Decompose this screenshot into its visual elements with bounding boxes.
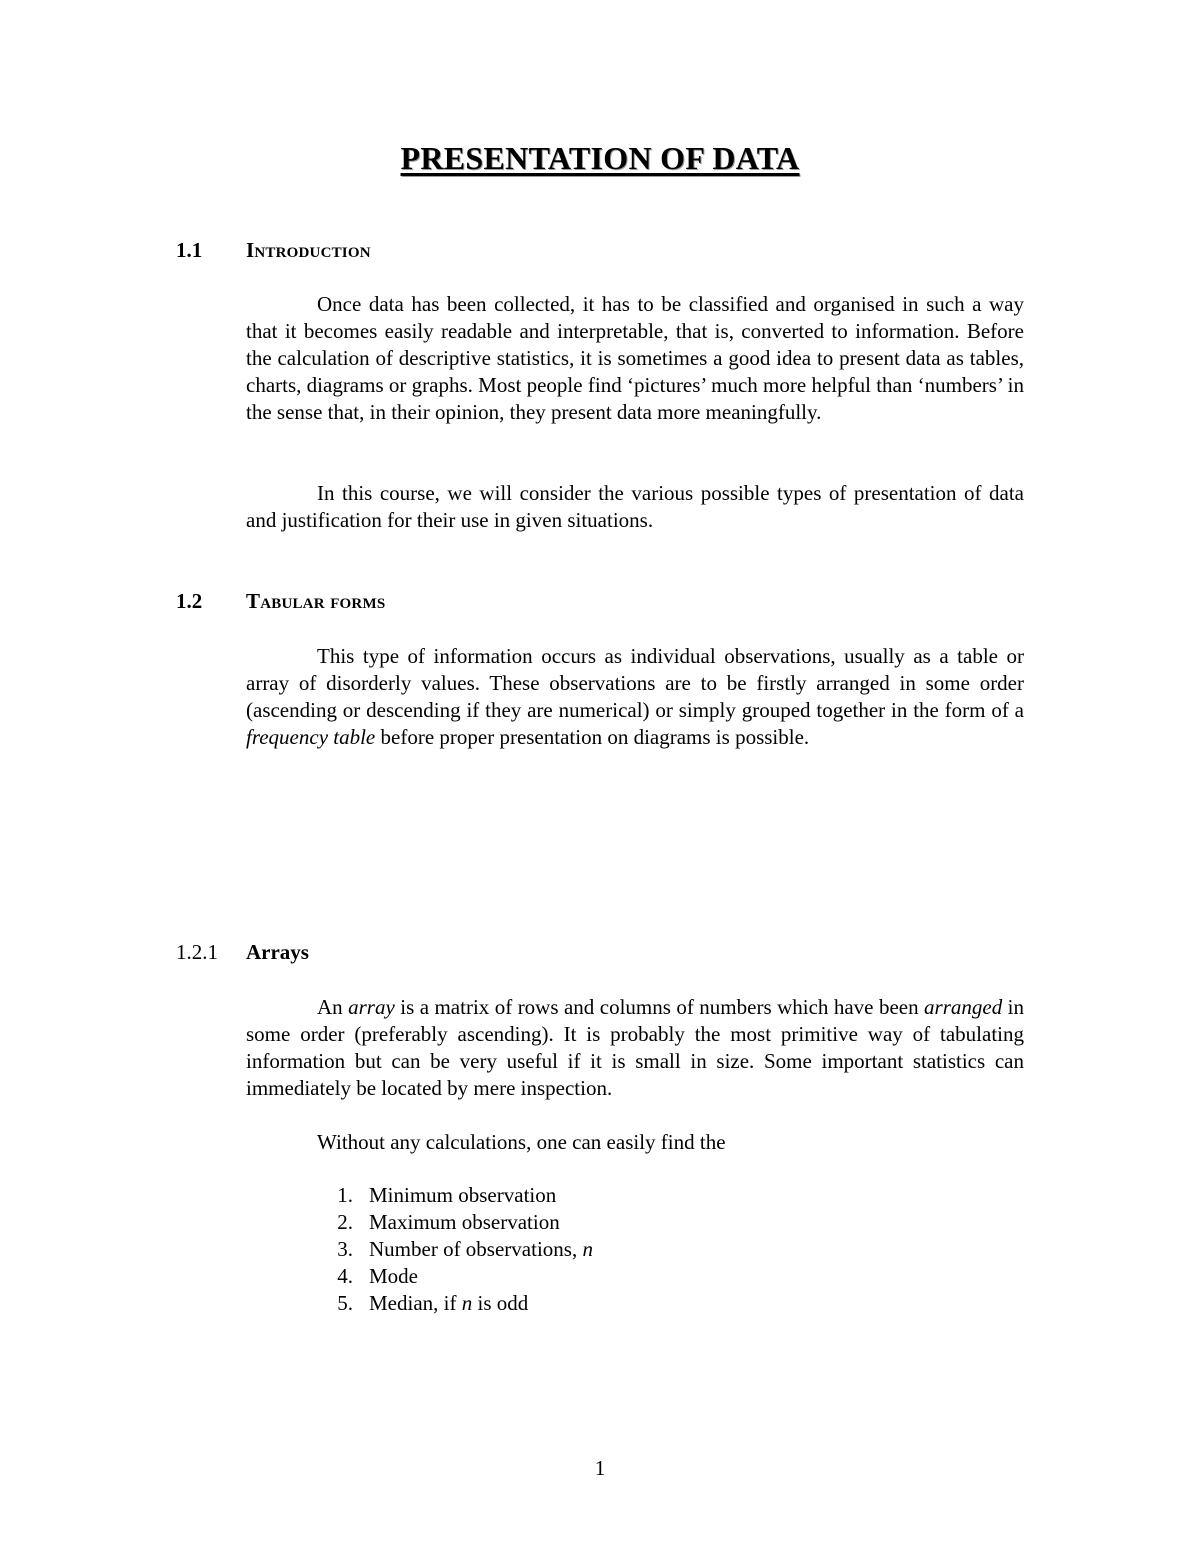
intro-paragraph-2: In this course, we will consider the various possible types of presentation of data and justification for their use in given situations. — [246, 481, 1024, 532]
arrays-paragraph-1 — [246, 994, 1024, 1102]
text-run: An — [317, 995, 349, 1019]
text-run: This type of information occurs as individual observations, usually as a table or array of disorderly values. These observations are to be firstly arranged in some order (ascending or descending if they are numerical) or simply grouped together in the form of a — [246, 644, 1024, 722]
emphasis-array: array — [348, 995, 395, 1019]
list-text: Maximum observation — [369, 1210, 560, 1234]
section-number: 1.1 — [176, 238, 203, 262]
list-item — [317, 1236, 593, 1263]
section-title: Introduction — [246, 238, 371, 262]
subsection-number: 1.2.1 — [176, 940, 218, 964]
subsection-title: Arrays — [246, 940, 309, 964]
emphasis-arranged: arranged — [924, 995, 1003, 1019]
subsection-heading-arrays — [176, 940, 309, 965]
list-item — [317, 1182, 593, 1209]
list-number: 3. — [337, 1237, 353, 1261]
text-run: is a matrix of rows and columns of numbers which have been — [394, 995, 925, 1019]
list-text: Number of observations, — [369, 1237, 583, 1261]
section-heading-introduction — [176, 238, 371, 263]
variable-n: n — [582, 1237, 593, 1261]
list-number: 1. — [337, 1183, 353, 1207]
list-item — [317, 1290, 593, 1317]
page-number: 1 — [594, 1456, 606, 1480]
list-text: Median, if — [369, 1291, 462, 1315]
statistics-list — [317, 1182, 593, 1317]
list-number: 4. — [337, 1264, 353, 1288]
list-text: Minimum observation — [369, 1183, 557, 1207]
tabular-forms-paragraph — [246, 643, 1024, 751]
text-run: in some order (preferably ascending). It is probably the most primitive way of tabulating information but can be very useful if it is small in size. Some important statistics can immediately be located by mere inspection. — [246, 995, 1024, 1100]
list-text: is odd — [472, 1291, 529, 1315]
emphasis-frequency-table: frequency table — [246, 725, 376, 749]
page-title: PRESENTATION OF DATA — [400, 140, 800, 176]
variable-n: n — [461, 1291, 473, 1315]
section-number: 1.2 — [176, 589, 203, 613]
section-title: Tabular forms — [246, 589, 386, 613]
arrays-paragraph-2: Without any calculations, one can easily find the — [317, 1130, 726, 1154]
list-number: 2. — [337, 1210, 353, 1234]
list-item — [317, 1263, 593, 1290]
list-text: Mode — [369, 1264, 418, 1288]
list-item — [317, 1209, 593, 1236]
section-heading-tabular-forms — [176, 589, 385, 614]
list-number: 5. — [337, 1291, 353, 1315]
text-run: before proper presentation on diagrams is possible. — [375, 725, 810, 749]
intro-paragraph-1: Once data has been collected, it has to be classified and organised in such a way that it becomes easily readable and interpretable, that is, converted to information. Before the calculation of descriptive statistics, it is sometimes a good idea to present data as tables, charts, diagrams or graphs. Most people find ‘pictures’ much more helpful than ‘numbers’ in the sense that, in their opinion, they present data more meaningfully. — [246, 292, 1024, 424]
